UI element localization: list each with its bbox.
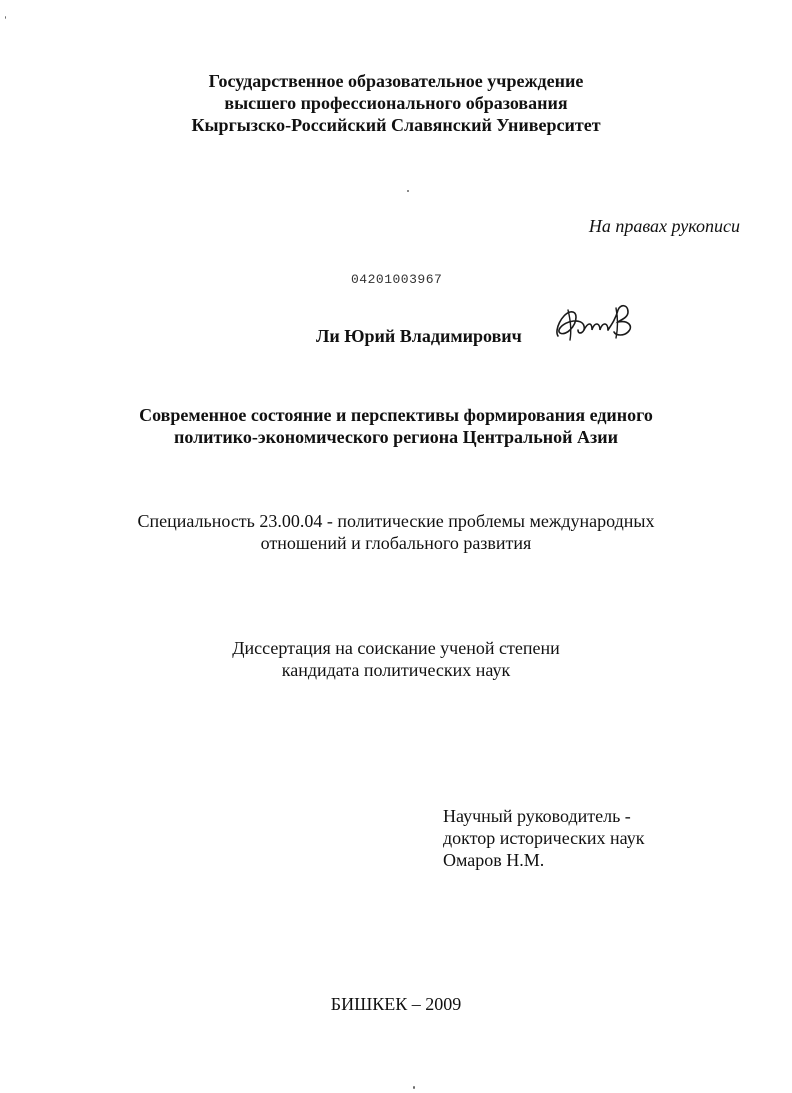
registration-number: 04201003967: [351, 272, 443, 287]
thesis-title: [0, 404, 792, 448]
degree-line-2: кандидата политических наук: [281, 660, 511, 680]
institution-header: [0, 70, 792, 136]
specialty-line-2: отношений и глобального развития: [260, 533, 532, 553]
degree-line-1: Диссертация на соискание ученой степени: [232, 638, 560, 658]
degree-statement: [0, 637, 792, 681]
institution-line-1: Государственное образовательное учреждение: [208, 71, 584, 91]
author-name: Ли Юрий Владимирович: [316, 326, 522, 346]
thesis-title-line-1: Современное состояние и перспективы формирования единого: [139, 405, 653, 425]
thesis-title-line-2: политико-экономического региона Центральной Азии: [173, 427, 619, 447]
city-year: БИШКЕК – 2009: [330, 994, 462, 1014]
handwritten-signature-icon: [548, 300, 640, 350]
scientific-supervisor: [443, 805, 645, 871]
supervisor-line-1: Научный руководитель -: [443, 806, 631, 826]
scan-speck: [5, 16, 6, 19]
scan-speck: [413, 1086, 415, 1089]
manuscript-note: На правах рукописи: [588, 216, 740, 236]
scan-speck: [407, 190, 409, 192]
supervisor-line-3: Омаров Н.М.: [443, 850, 545, 870]
institution-line-2: высшего профессионального образования: [224, 93, 568, 113]
specialty-line-1: Специальность 23.00.04 - политические проблемы международных: [137, 511, 655, 531]
institution-line-3: Кыргызско-Российский Славянский Университет: [191, 115, 601, 135]
specialty: [0, 510, 792, 554]
supervisor-line-2: доктор исторических наук: [443, 828, 645, 848]
